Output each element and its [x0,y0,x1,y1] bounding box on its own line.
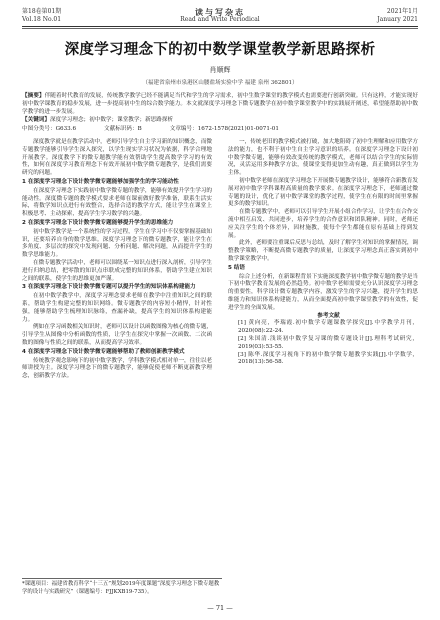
reference-item: [1] 黄向亮，李瑞霞.初中数学专题课教学探究[J].中学教学月刊，2020(08):22-24. [238,320,418,335]
paragraph: 例如在学习函数相关知识时，老师可以设计以函数图像为核心的微专题，引导学生从图像中分析函数的性质，让学生在探究中掌握一次函数、二次函数的图像与性质之间的联系，从而提高学习效率。 [22,324,213,346]
author-affiliation: （福建省泉州市泉港区山腰盐场实验中学 福建 泉州 362801） [142,80,298,86]
paragraph: 在微专题教学活动中，老师可以围绕某一知识点进行深入剖析，引导学生进行归纳总结，把零散的知识点串联成完整的知识体系，帮助学生建立知识之间的联系，使学生的思维更加严谨。 [22,259,213,282]
volume-cn: 第18卷第01期 [22,8,62,15]
section-heading: 3 在深度学习理念下设计数学微专题可以提升学生的知识体系构建能力 [22,284,196,291]
date-en: January 2021 [377,16,418,23]
paragraph: 在深度学习理念下实践初中数学微专题的教学，能够有效提升学生学习的能动性。深度微专题的教学模式要求老师在课前做好教学准备，联系生活实际，将数学知识点进行有效整合，选择合适的教学方式，能让学生在课堂上积极思考、主动探索，提高学生学习数学的兴趣。 [22,187,213,218]
classification-row [22,125,418,133]
header-right [308,8,418,24]
header-center [132,8,308,24]
paragraph: 在初中数学教学中，深度学习理念要求老师在教学中注重知识之间的联系，帮助学生构建完整的知识网络。微专题教学的内容短小精悍，针对性强，能够帮助学生梳理知识脉络，查漏补缺，提高学生的知识体系构建能力。 [22,293,212,323]
paragraph: 传统教学观念影响下的初中数学教学，学科教学模式相对单一，往往以老师讲授为主。深度学习理念下的微专题教学，能够促使老师不断更新教学理念，创新教学方法。 [22,357,213,380]
section-heading: 1 在深度学习理念下设计数学微专题能够加强学生的学习能动性 [22,178,179,185]
reference-item: [2] 朱国清.浅谈初中数学复习课的微专题设计[J].理科考试研究，2019(03):53-55. [238,335,418,350]
paragraph: 此外，老师要注重课后反思与总结，及时了解学生对知识的掌握情况，调整教学策略，不断提高微专题教学的质量，让深度学习理念真正落实到初中数学课堂教学中。 [228,240,419,262]
paragraph: 综合上述分析，在新课程背景下实施深度教学初中数学微专题的教学是当下初中数学教育发展的必然趋势。初中数学老师需要充分认识深度学习理念的重要性，科学设计微专题教学内容，激发学生的学习兴趣，提升学生的思维能力和知识体系构建能力，从而全面提高初中数学课堂教学的有效性，促进学生的全面发展。 [228,273,419,311]
volume-en: Vol.18 No.01 [22,16,62,23]
left-column [22,139,212,381]
article-title: 深度学习理念下的初中数学课堂教学新思路探析 [64,42,376,58]
section-heading: 4 在深度学习理念下设计数学微专题能够帮助了教师创新教学模式 [22,348,185,355]
journal-name-en: Read and Write Periodical [180,16,260,23]
body-columns [22,139,418,381]
funding-footnote: *课题项目：福建省教育科学“十三五”规划2019年度课题“深度学习理念下微专题教学的设计与实践研究”（课题编号：FJJKXB19-735）。 [22,578,222,596]
paragraph: 初中数学老师在深度学习理念下开展微专题教学设计，能够符合新教育发展对初中数学学科课程高质量的教学要求。在深度学习理念下，老师通过微专题的设计，优化了初中数学课堂的教学过程，使学生在有限的时间里掌握更多的数学知识。 [228,177,419,208]
paragraph: 初中数学教学是一个系统性的学习过程，学生在学习中不仅要掌握基础知识，还要培养自身的数学思维。深度学习理念下的微专题教学，能让学生在多角度、多层次的探究中发现问题、分析问题、解决问题，从而提升学生的数学思维能力。 [22,228,213,259]
clc-number: 中图分类号：G633.6 [22,126,77,132]
article-author: 肖顺辉 [209,66,231,74]
paragraph: 一，传统老旧的教学模式被打破，加大地阻碍了初中生理解和应用数学方法的能力，也不利于初中生自主学习意识的培养。在深度学习理念下设计初中数学微专题，能够有效改变传统的教学模式，老师可以结合学生的实际情况，灵活运用多种教学方法，使课堂变得更加生动有趣，真正做到以学生为主体。 [228,139,419,177]
date-cn: 2021年1月 [386,8,418,15]
abstract-block [22,92,418,133]
section-heading: 2 在深度学习理念下设计数学微专题能够提升学生的思维能力 [22,219,174,226]
abstract-text: 伴随着时代教育的发展，传统教学教学已经不能满足当代和学生的学习需求，初中生数学课堂的教学模式也需要进行创新突破。只有这样，才能实现好初中数学课教育的稳步发展，进一步提高初中生的综合数学能力。本文就深度学习理念下微专题教学在初中数学课堂教学中的实践展开阐述，希望能帮助初中数学教学的进一步发展。 [22,93,418,115]
doc-code: 文献标识码：B [104,126,142,132]
header-rule-thin [22,28,418,29]
abstract-label: 【摘要】 [22,93,45,99]
section-heading: 5 结语 [228,264,246,271]
page-number: — 71 — [207,604,233,612]
reference-item: [3] 陈华.深度学习视角下的初中数学微专题教学实践[J].中学数学，2018(13):56-58. [238,351,418,366]
right-column [228,139,418,381]
article-number: 文章编号：1672-1578(2021)01-0071-01 [169,126,279,132]
running-header [22,8,418,24]
paragraph: 在微专题教学中，老师可以引导学生开展小组合作学习，让学生在合作交流中相互启发、共同进步，培养学生的合作意识和团队精神。同时，老师还应关注学生的个体差异，因材施教，使每个学生都能在原有基础上得到发展。 [228,209,419,239]
header-left [22,8,132,24]
keywords-label: 【关键词】 [22,117,50,123]
keywords [22,116,418,124]
keywords-text: 深度学习理念；初中数学；课堂教学；新思路探析 [49,117,174,123]
journal-name-cn: 读与写杂志 [195,7,245,17]
paragraph: 深度教学就是在教学活动中，老师引导学生自主学习新的知识概念，而微专题教学能够引导学生深入探究，以学生现实学习状况为依据，科学合理地开展教学。深度教学下的微专题教学能有效帮助学生提高数学学习的有效性，如何在深度学习教育理念下有效开展初中数学微专题教学，是我们需要研究的问题。 [22,139,213,177]
references-heading: 参考文献 [317,312,340,319]
header-rule [22,26,418,27]
abstract [22,92,418,116]
